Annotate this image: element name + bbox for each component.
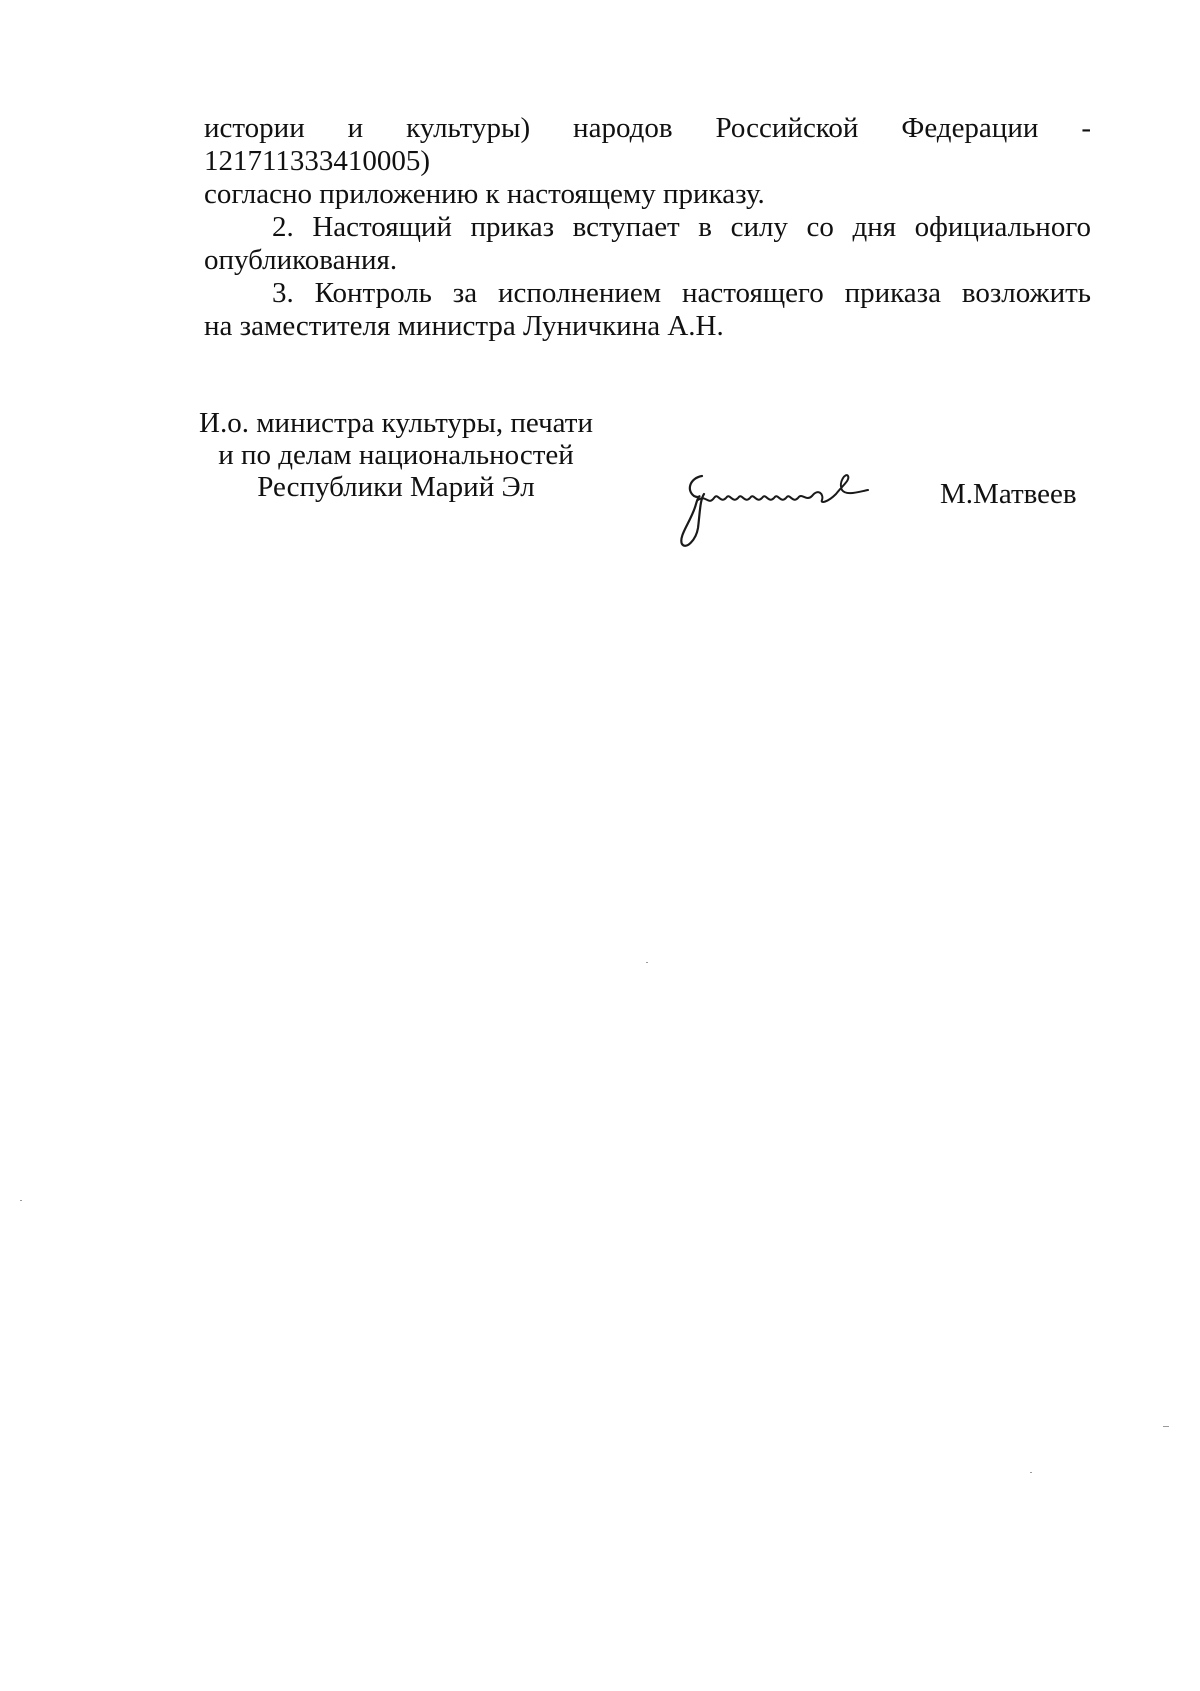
scan-speck	[20, 1200, 22, 1201]
paragraph-2	[204, 211, 1091, 277]
paragraph-2-line-1: 2. Настоящий приказ вступает в силу со дня официального	[272, 211, 1091, 243]
paragraph-1-line-2: согласно приложению к настоящему приказу.	[204, 178, 765, 210]
scan-speck	[1030, 1472, 1032, 1473]
paragraph-3	[204, 277, 1091, 343]
scan-speck	[646, 962, 648, 963]
order-body-text	[204, 112, 1091, 343]
paragraph-2-line-2: опубликования.	[204, 244, 398, 276]
paragraph-3-line-1: 3. Контроль за исполнением настоящего приказа возложить	[272, 277, 1091, 309]
paragraph-1-line-1: истории и культуры) народов Российской Федерации - 121711333410005)	[204, 112, 1091, 177]
signer-position	[186, 407, 606, 503]
paragraph-3-line-2: на заместителя министра Луничкина А.Н.	[204, 310, 724, 342]
handwritten-signature	[672, 470, 882, 550]
signer-name: М.Матвеев	[940, 478, 1077, 510]
signer-position-line-2: и по делам национальностей	[218, 439, 574, 471]
signer-position-line-1: И.о. министра культуры, печати	[199, 407, 593, 439]
signer-position-line-3: Республики Марий Эл	[257, 471, 535, 503]
paragraph-1	[204, 112, 1091, 211]
scan-speck	[1163, 1426, 1169, 1427]
